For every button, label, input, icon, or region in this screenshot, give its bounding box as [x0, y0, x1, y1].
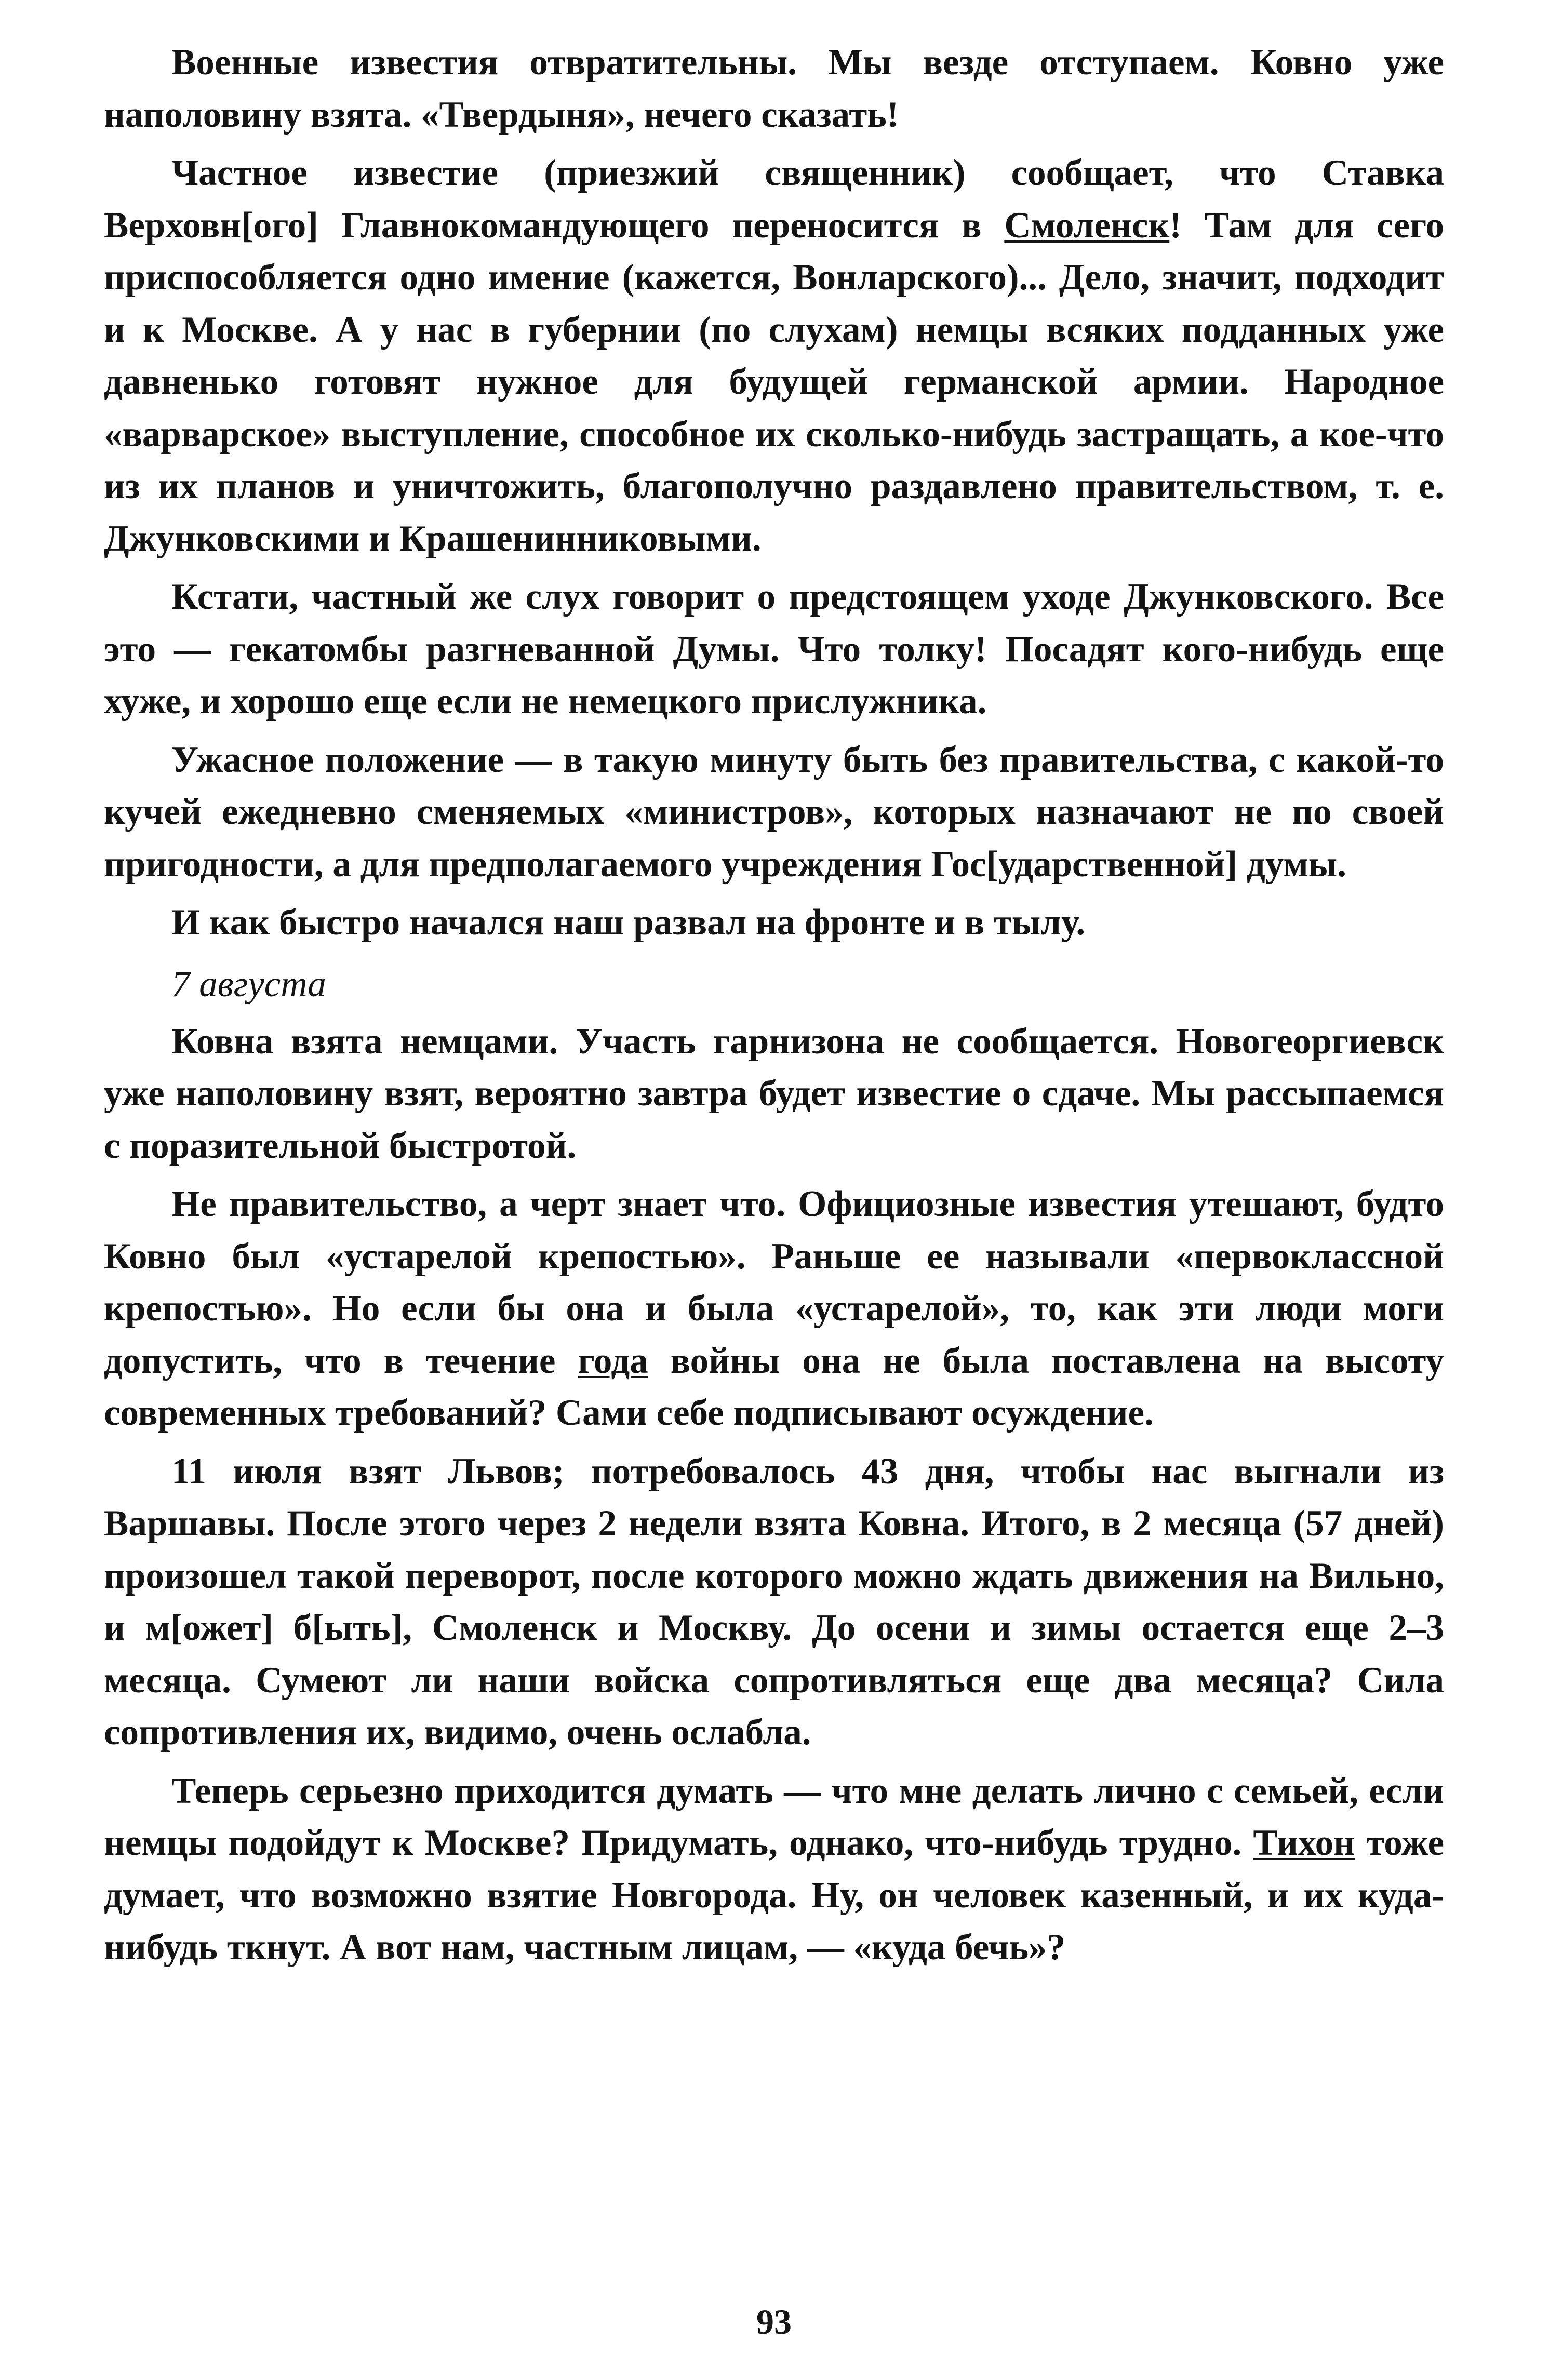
- paragraph-stavka-move: [104, 147, 1444, 565]
- paragraph-text: Теперь серьезно приходится думать — что мне делать лично с семьей, если немцы подойдут к Москве? Придумать, однако, что-нибудь трудно.: [104, 1770, 1444, 1863]
- paragraph-text: Кстати, частный же слух говорит о предстоящем уходе Джунковского. Все это — гекатомбы разгневанной Думы. Что толку! Посадят кого-нибудь еще хуже, и хорошо еще если не немецкого прислужника.: [104, 577, 1444, 721]
- paragraph-dzhunkovsky-rumor: [104, 571, 1444, 728]
- paragraph-terrible-situation: [104, 734, 1444, 891]
- paragraph-what-to-do: [104, 1765, 1444, 1974]
- paragraph-military-news: [104, 36, 1444, 141]
- underlined-tikhon: Тихон: [1253, 1823, 1355, 1863]
- underlined-goda: года: [578, 1340, 648, 1381]
- paragraph-text: Не правительство, а черт знает что. Официозные известия утешают, будто Ковно был «устарелой крепостью». Раньше ее называли «первоклассной крепостью». Но если бы она и была «устарелой», то, как эти люди моги допустить, что в течение: [104, 1184, 1444, 1381]
- paragraph-text: тоже думает, что возможно взятие Новгорода. Ну, он человек казенный, и их куда-нибудь ткнут. А вот нам, частным лицам, — «куда бечь»?: [104, 1823, 1444, 1968]
- paragraph-text: И как быстро начался наш развал на фронте и в тылу.: [171, 902, 1086, 943]
- paragraph-kovno-taken: [104, 1015, 1444, 1172]
- paragraph-text: ! Там для сего приспособляется одно имение (кажется, Вонларского)... Дело, значит, подходит и к Москве. А у нас в губернии (по слухам) немцы всяких подданных уже давненько готовят нужное для будущей германской армии. Народное «варварское» выступление, способное их сколько-нибудь застращать, а кое-что из их планов и уничтожить, благополучно раздавлено правительством, т. е. Джунковскими и Крашенинниковыми.: [104, 205, 1444, 559]
- paragraph-timeline: [104, 1446, 1444, 1759]
- paragraph-text: Ковна взята немцами. Участь гарнизона не сообщается. Новогеоргиевск уже наполовину взят, вероятно завтра будет известие о сдаче. Мы рассыпаемся с поразительной быстротой.: [104, 1021, 1444, 1166]
- page-number: 93: [756, 2302, 792, 2342]
- paragraph-text: войны она не была поставлена на высоту современных требований? Сами себе подписывают осуждение.: [104, 1340, 1444, 1433]
- paragraph-text: Ужасное положение — в такую минуту быть без правительства, с какой-то кучей ежедневно сменяемых «министров», которых назначают не по своей пригодности, а для предполагаемого учреждения Гос[ударственной] думы.: [104, 739, 1444, 885]
- book-page: [104, 36, 1444, 2342]
- paragraph-text: 11 июля взят Львов; потребовалось 43 дня, чтобы нас выгнали из Варшавы. После этого через 2 недели взята Ковна. Итого, в 2 месяца (57 дней) произошел такой переворот, после которого можно ждать движения на Вильно, и м[ожет] б[ыть], Смоленск и Москву. До осени и зимы остается еще 2–3 месяца. Сумеют ли наши войска сопротивляться еще два месяца? Сила сопротивления их, видимо, очень ослабла.: [104, 1451, 1444, 1753]
- diary-date-heading: 7 августа: [171, 964, 326, 1005]
- underlined-smolensk: Смоленск: [1004, 205, 1170, 246]
- paragraph-not-government: [104, 1178, 1444, 1439]
- paragraph-collapse: [104, 897, 1444, 949]
- paragraph-text: Военные известия отвратительны. Мы везде отступаем. Ковно уже наполовину взята. «Твердыня», нечего сказать!: [104, 42, 1444, 135]
- paragraph-text: Частное известие (приезжий священник) сообщает, что Ставка Верховн[ого] Главнокомандующего переносится в: [104, 153, 1444, 246]
